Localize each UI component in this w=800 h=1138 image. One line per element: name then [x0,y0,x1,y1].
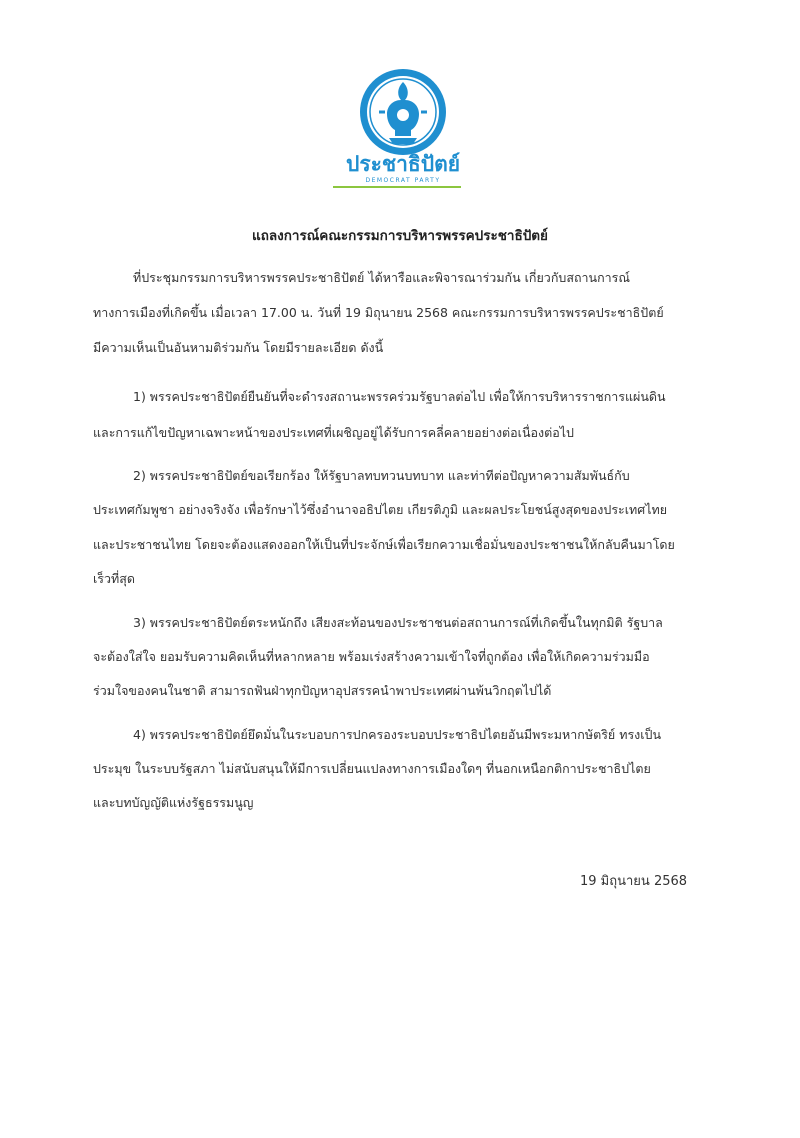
intro-line: ที่ประชุมกรรมการบริหารพรรคประชาธิปัตย์ ได้หารือและพิจารณาร่วมกัน เกี่ยวกับสถานการณ์ [133,270,630,285]
statement-date: 19 มิถุนายน 2568 [580,874,688,889]
point-3-line: 3) พรรคประชาธิปัตย์ตระหนักถึง เสียงสะท้อนของประชาชนต่อสถานการณ์ที่เกิดขึ้นในทุกมิติ รัฐบาล [133,615,663,630]
point-4-line: ประมุข ในระบบรัฐสภา ไม่สนับสนุนให้มีการเปลี่ยนแปลงทางการเมืองใดๆ ที่นอกเหนือกติกาประชาธิปไตย [93,761,651,776]
brand-divider [333,186,461,188]
point-2-line: ประเทศกัมพูชา อย่างจริงจัง เพื่อรักษาไว้ซึ่งอำนาจอธิปไตย เกียรติภูมิ และผลประโยชน์สูงสุดของประเทศไทย [93,502,668,517]
point-1-line: 1) พรรคประชาธิปัตย์ยืนยันที่จะดำรงสถานะพรรคร่วมรัฐบาลต่อไป เพื่อให้การบริหารราชการแผ่นดิน [133,389,666,404]
brand-name: ประชาธิปัตย์ [345,152,461,176]
point-2-line: 2) พรรคประชาธิปัตย์ขอเรียกร้อง ให้รัฐบาลทบทวนบทบาท และท่าทีต่อปัญหาความสัมพันธ์กับ [133,468,630,483]
intro-line: ทางการเมืองที่เกิดขึ้น เมื่อเวลา 17.00 น. วันที่ 19 มิถุนายน 2568 คณะกรรมการบริหารพรรคประชาธิปัตย์ [93,305,664,320]
brand-subtitle: DEMOCRAT PARTY [365,177,441,184]
point-3-line: ร่วมใจของคนในชาติ สามารถฟันฝ่าทุกปัญหาอุปสรรคนำพาประเทศผ่านพ้นวิกฤตไปได้ [93,683,552,698]
point-2-line: และประชาชนไทย โดยจะต้องแสดงออกให้เป็นที่ประจักษ์เพื่อเรียกความเชื่อมั่นของประชาชนให้กลับคืนมาโดย [93,537,675,552]
statement-title: แถลงการณ์คณะกรรมการบริหารพรรคประชาธิปัตย์ [252,228,548,244]
point-3-line: จะต้องใส่ใจ ยอมรับความคิดเห็นที่หลากหลาย พร้อมเร่งสร้างความเข้าใจที่ถูกต้อง เพื่อให้เกิดความร่วมมือ [93,649,650,664]
intro-line: มีความเห็นเป็นอันหามติร่วมกัน โดยมีรายละเอียด ดังนี้ [93,340,384,355]
point-4-line: และบทบัญญัติแห่งรัฐธรรมนูญ [93,795,254,810]
point-4-line: 4) พรรคประชาธิปัตย์ยึดมั่นในระบอบการปกครองระบอบประชาธิปไตยอันมีพระมหากษัตริย์ ทรงเป็น [133,727,662,742]
point-2-line: เร็วที่สุด [93,571,135,586]
point-1-line: และการแก้ไขปัญหาเฉพาะหน้าของประเทศที่เผชิญอยู่ได้รับการคลี่คลายอย่างต่อเนื่องต่อไป [93,425,574,440]
democrat-party-seal-icon [357,66,449,158]
